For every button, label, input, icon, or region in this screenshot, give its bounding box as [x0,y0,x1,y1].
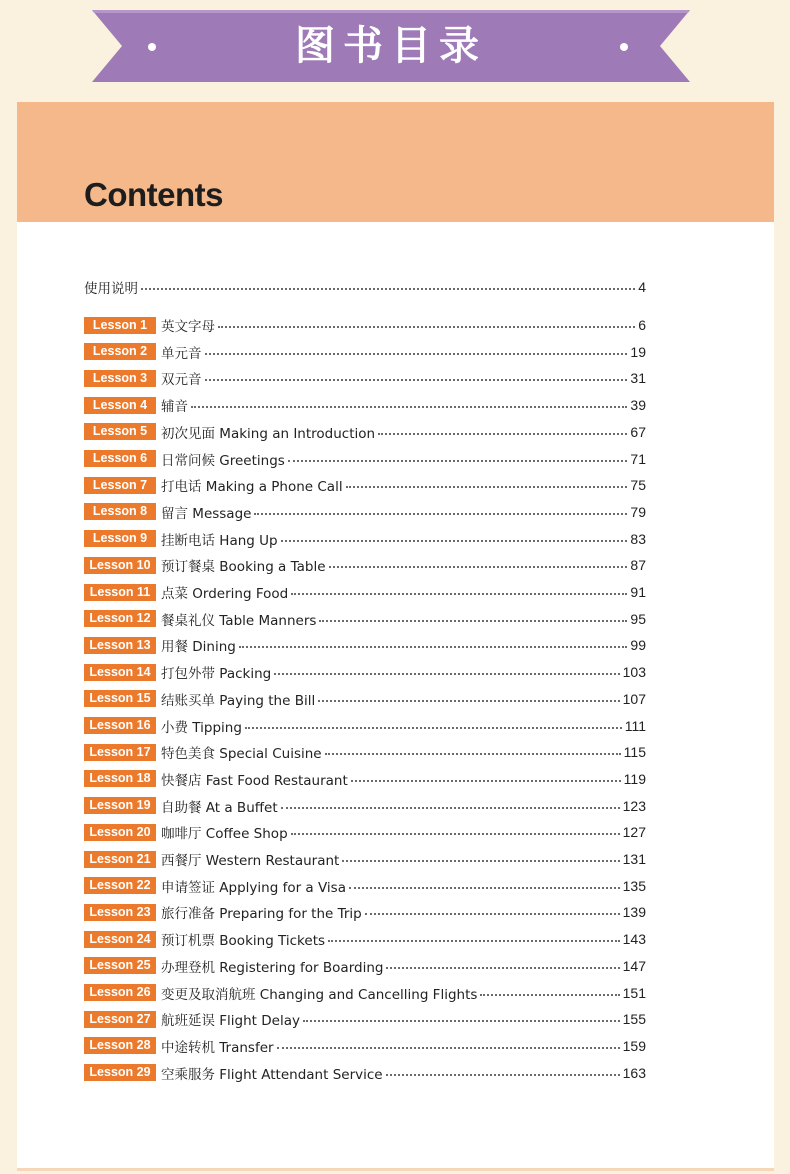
lesson-badge: Lesson 1 [84,317,156,334]
dot-leader [274,673,619,675]
dot-leader [291,593,627,595]
lesson-page-number: 95 [630,610,646,627]
lesson-badge: Lesson 7 [84,477,156,494]
toc-lesson-row[interactable] [84,716,646,736]
toc-intro-title: 使用说明 [84,281,138,297]
toc-lesson-row[interactable] [84,983,646,1003]
dot-leader [329,566,628,568]
lesson-page-number: 147 [622,957,646,974]
lesson-page-number: 107 [622,690,646,707]
lesson-badge: Lesson 11 [84,584,156,601]
lesson-title: 用餐 Dining [161,639,236,656]
lesson-title: 航班延误 Flight Delay [161,1013,300,1030]
lesson-badge: Lesson 4 [84,397,156,414]
toc-lesson-row[interactable] [84,342,646,362]
toc-lesson-row[interactable] [84,769,646,789]
toc-lesson-row[interactable] [84,1063,646,1083]
dot-leader [277,1047,620,1049]
toc-lesson-row[interactable] [84,876,646,896]
lesson-page-number: 127 [622,824,646,841]
lesson-page-number: 75 [630,477,646,494]
dot-leader [254,513,627,515]
toc-lesson-row[interactable] [84,902,646,922]
lesson-page-number: 39 [630,397,646,414]
dot-leader [218,326,635,328]
toc-lesson-row[interactable] [84,1036,646,1056]
dot-leader [325,753,621,755]
lesson-page-number: 79 [630,503,646,520]
lesson-page-number: 31 [630,370,646,387]
toc-lesson-row[interactable] [84,449,646,469]
dot-leader [281,540,628,542]
lesson-page-number: 139 [622,904,646,921]
lesson-badge: Lesson 26 [84,984,156,1001]
toc-lesson-row[interactable] [84,475,646,495]
lesson-badge: Lesson 6 [84,450,156,467]
lesson-page-number: 67 [630,423,646,440]
dot-leader [480,994,619,996]
dot-leader [346,486,628,488]
lesson-title: 变更及取消航班 Changing and Cancelling Flights [161,986,478,1003]
lesson-badge: Lesson 21 [84,851,156,868]
toc-lesson-row[interactable] [84,742,646,762]
lesson-page-number: 151 [622,984,646,1001]
contents-panel [17,102,774,1168]
lesson-title: 单元音 [161,345,202,362]
lesson-badge: Lesson 23 [84,904,156,921]
toc-lesson-row[interactable] [84,422,646,442]
lesson-page-number: 71 [630,450,646,467]
lesson-page-number: 131 [622,851,646,867]
lesson-page-number: 159 [622,1037,646,1054]
lesson-badge: Lesson 13 [84,637,156,654]
lesson-badge: Lesson 16 [84,717,156,734]
contents-header-band [17,102,774,222]
lesson-title: 挂断电话 Hang Up [161,532,278,549]
toc-lesson-row[interactable] [84,502,646,522]
lesson-badge: Lesson 18 [84,770,156,787]
lesson-page-number: 83 [630,530,646,547]
lesson-badge: Lesson 17 [84,744,156,761]
toc-lesson-row[interactable] [84,315,646,335]
dot-leader [318,700,619,702]
lesson-title: 留言 Message [161,505,252,522]
lesson-badge: Lesson 14 [84,664,156,681]
lesson-badge: Lesson 2 [84,343,156,360]
lesson-page-number: 135 [622,877,646,894]
lesson-badge: Lesson 15 [84,690,156,707]
lesson-badge: Lesson 24 [84,931,156,948]
toc-lesson-row[interactable] [84,822,646,842]
lesson-page-number: 103 [622,664,646,681]
dot-leader [365,913,620,915]
lesson-title: 西餐厅 Western Restaurant [161,853,340,869]
toc-lesson-row[interactable] [84,689,646,709]
dot-leader [351,780,621,782]
toc-lesson-row[interactable] [84,582,646,602]
dot-leader [141,288,635,290]
dot-leader [281,807,620,809]
toc-lesson-row[interactable] [84,956,646,976]
contents-title: Contents [84,176,223,213]
lesson-page-number: 143 [622,931,646,948]
lesson-title: 预订机票 Booking Tickets [161,933,326,950]
lesson-badge: Lesson 20 [84,824,156,841]
lesson-badge: Lesson 8 [84,503,156,520]
lesson-badge: Lesson 25 [84,957,156,974]
dot-leader [245,727,622,729]
lesson-badge: Lesson 19 [84,797,156,814]
toc-lesson-row[interactable] [84,662,646,682]
toc-lesson-row[interactable] [84,609,646,629]
lesson-title: 旅行准备 Preparing for the Trip [161,906,362,923]
lesson-title: 特色美食 Special Cuisine [161,746,322,763]
toc-lesson-row[interactable] [84,555,646,575]
dot-leader [386,967,619,969]
lesson-page-number: 115 [623,744,646,761]
lesson-title: 快餐店 Fast Food Restaurant [161,772,348,789]
bottom-divider [17,1168,774,1171]
lesson-page-number: 111 [624,717,646,734]
lesson-title: 餐桌礼仪 Table Manners [161,612,317,629]
dot-leader [191,406,627,408]
lesson-title: 小费 Tipping [161,719,242,736]
lesson-title: 初次见面 Making an Introduction [161,425,376,442]
toc-lesson-row[interactable] [84,796,646,816]
lesson-title: 结账买单 Paying the Bill [161,692,316,709]
toc-intro-page: 4 [638,279,646,295]
lesson-title: 办理登机 Registering for Boarding [161,959,384,976]
lesson-page-number: 19 [630,343,646,360]
lesson-title: 点菜 Ordering Food [161,586,289,602]
dot-leader [349,887,620,889]
dot-leader [319,620,627,622]
lesson-badge: Lesson 22 [84,877,156,894]
toc-lesson-row[interactable] [84,849,646,869]
dot-leader [205,353,628,355]
lesson-page-number: 163 [622,1064,646,1081]
dot-leader [386,1074,620,1076]
lesson-badge: Lesson 3 [84,370,156,387]
lesson-page-number: 91 [630,584,646,600]
lesson-title: 空乘服务 Flight Attendant Service [161,1066,383,1083]
title-ribbon [92,10,690,82]
toc-lesson-row[interactable] [84,1009,646,1029]
dot-leader [303,1020,620,1022]
lesson-page-number: 119 [623,770,646,787]
lesson-badge: Lesson 10 [84,557,156,574]
dot-leader [378,433,627,435]
dot-leader [288,460,628,462]
toc-lesson-row[interactable] [84,929,646,949]
toc-lesson-row[interactable] [84,529,646,549]
toc-lesson-row[interactable] [84,635,646,655]
lesson-page-number: 87 [630,557,646,574]
dot-leader [239,646,628,648]
dot-leader [291,833,620,835]
lesson-title: 打电话 Making a Phone Call [161,479,343,496]
lesson-title: 自助餐 At a Buffet [161,799,278,816]
lesson-page-number: 155 [622,1011,646,1028]
lesson-title: 辅音 [161,399,188,416]
lesson-page-number: 6 [638,317,646,333]
lesson-title: 英文字母 [161,319,215,335]
lesson-page-number: 99 [630,637,646,654]
lesson-title: 中途转机 Transfer [161,1039,274,1056]
dot-leader [342,860,619,862]
lesson-page-number: 123 [622,797,646,814]
lesson-badge: Lesson 5 [84,423,156,440]
dot-leader [328,940,620,942]
toc-lesson-row[interactable] [84,368,646,388]
lesson-badge: Lesson 12 [84,610,156,627]
lesson-title: 日常问候 Greetings [161,452,285,469]
dot-leader [205,379,628,381]
lesson-title: 打包外带 Packing [161,666,272,683]
lesson-title: 双元音 [161,372,202,389]
lesson-badge: Lesson 28 [84,1037,156,1054]
banner-title: 图书目录 [295,23,487,69]
lesson-title: 咖啡厅 Coffee Shop [161,826,288,843]
lesson-badge: Lesson 9 [84,530,156,547]
lesson-badge: Lesson 29 [84,1064,156,1081]
toc-lesson-row[interactable] [84,395,646,415]
lesson-badge: Lesson 27 [84,1011,156,1028]
lesson-title: 申请签证 Applying for a Visa [161,879,346,896]
toc-intro-row[interactable] [84,277,646,297]
lesson-title: 预订餐桌 Booking a Table [161,559,326,576]
